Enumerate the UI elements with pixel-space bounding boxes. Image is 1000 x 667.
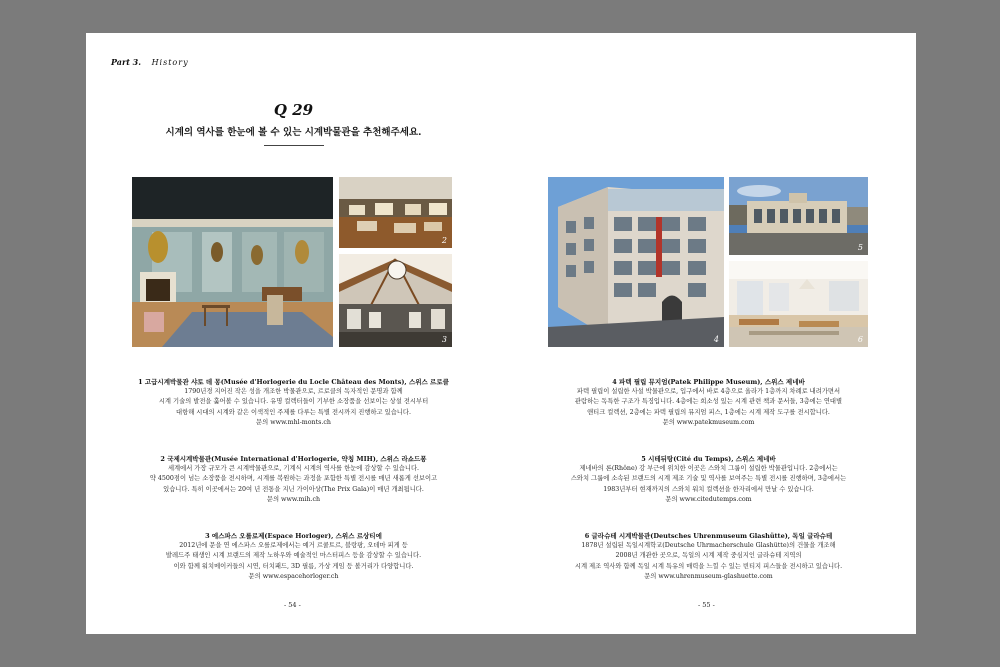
photo-mih-exhibition [339,177,452,248]
entry-line: 1878년 설립된 독일시계학교(Deutsche Uhrmacherschule Glashütte)의 건물을 개조해 [581,542,836,550]
photo-espace-horloger [339,254,452,347]
entry-2-mih [86,454,501,505]
entry-line: 시계 제조 역사와 함께 독일 시계 특유의 매력을 느낄 수 있는 빈티지 피스들을 전시하고 있습니다. [574,562,843,570]
question-number: Q 29 [273,101,314,119]
photo-chateau-des-monts-salon [132,177,333,347]
entry-link: 문의 www.espacehorloger.ch [248,572,339,580]
magazine-spread [86,33,916,634]
entry-line: 대항해 시대의 시계와 같은 이색적인 주제를 다루는 특별 전시까지 진행하고 있습니다. [176,408,411,416]
entry-line: 2012년에 문을 연 에스파스 오를로제에서는 예거 르쿨트르, 블랑팡, 오데마 피게 등 [179,542,408,550]
entry-line: 세계에서 가장 규모가 큰 시계박물관으로, 기계식 시계의 역사를 한눈에 감상할 수 있습니다. [167,465,420,473]
entry-line: 발레드주 태생인 시계 브랜드의 제작 노하우와 예술적인 마스터피스 등을 감상할 수 있습니다. [165,552,422,560]
entry-5-cite-du-temps [501,454,916,505]
question-block [86,101,501,146]
entry-line: 있습니다. 특히 이곳에서는 20여 년 전통을 지닌 가이아상(The Prix Gaïa)이 매년 개최됩니다. [163,485,424,493]
page-number-right: - 55 - [698,601,715,609]
photo-number-6: 6 [857,335,863,344]
entry-title: 2 국제시계박물관(Musée International d'Horlogerie, 약칭 MIH), 스위스 라쇼드퐁 [160,455,427,463]
page-number-left: - 54 - [284,601,301,609]
entry-title: 6 글라슈테 시계박물관(Deutsches Uhrenmuseum Glashütte), 독일 글라슈테 [584,532,833,540]
entry-line: 1790년경 지어진 작은 성을 개조한 박물관으로, 르로클의 독자적인 문명과 함께 [184,388,403,396]
entry-1-chateau-des-monts [86,377,501,428]
entry-link: 문의 www.mhl-monts.ch [256,418,331,426]
entry-line: 스와치 그룹에 소속된 브랜드의 시계 제조 기술 및 역사를 보여주는 특별 전시를 진행하며, 3층에서는 [570,475,847,483]
photo-glashuette-museum [729,261,868,347]
entry-4-patek-philippe [501,377,916,428]
entry-line: 파텍 필립이 설립한 사설 박물관으로, 입구에서 바로 4층으로 올라가 1층까지 차례로 내려가면서 [576,388,841,396]
entry-link: 문의 www.patekmuseum.com [662,418,755,426]
photo-patek-philippe-museum [548,177,724,347]
entry-3-espace-horloger [86,531,501,582]
entry-link: 문의 www.uhrenmuseum-glashuette.com [644,572,773,580]
entry-line: 1983년부터 현재까지의 스와치 워치 컬렉션을 한자리에서 만날 수 있습니다. [603,485,814,493]
entry-title: 3 에스파스 오를로제(Espace Horloger), 스위스 르상티에 [205,532,382,540]
entry-line: 이와 함께 워치메이커들의 시연, 터치패드, 3D 필름, 가상 게임 등 볼거리가 다양합니다. [173,562,414,570]
photo-number-4: 4 [713,335,719,344]
entry-line: 관람하는 독특한 구조가 특징입니다. 4층에는 희소성 있는 시계 관련 책과 문서들, 3층에는 연대별 [574,398,843,406]
entry-line: 제네바의 론(Rhône) 강 부근에 위치한 이곳은 스와치 그룹이 설립한 박물관입니다. 2층에서는 [579,465,838,473]
question-title: 시계의 역사를 한눈에 볼 수 있는 시계박물관을 추천해주세요. [165,127,422,138]
entry-line: 앤티크 컬렉션, 2층에는 파텍 필립의 뮤지엄 피스, 1층에는 시계 제작 도구를 전시합니다. [587,408,830,416]
section-label: History [151,58,189,67]
entry-line: 2008년 개관한 곳으로, 독일의 시계 제작 중심지인 글라슈테 지역의 [615,552,802,560]
entry-link: 문의 www.citedutemps.com [665,495,752,503]
section-header [111,57,189,67]
entry-title: 5 시테뒤탕(Cité du Temps), 스위스 제네바 [641,455,776,463]
entry-line: 약 4500점이 넘는 소장품을 전시하며, 시계를 복원하는 과정을 포함한 특별 전시를 매년 새롭게 선보이고 [149,475,438,483]
part-label: Part 3. [111,57,142,67]
entry-link: 문의 www.mih.ch [266,495,321,503]
photo-number-5: 5 [857,243,863,252]
entry-6-glashuette [501,531,916,582]
entry-title: 4 파텍 필립 뮤지엄(Patek Philippe Museum), 스위스 제네바 [612,378,805,386]
title-divider [264,145,324,146]
photo-cite-du-temps [729,177,868,255]
photo-number-3: 3 [441,335,447,344]
entry-title: 1 고급시계박물관 샤토 데 몽(Musée d'Horlogerie du Locle Château des Monts), 스위스 르로클 [138,378,449,386]
photo-number-2: 2 [441,236,447,245]
entry-line: 시계 기술의 발전을 훑어볼 수 있습니다. 유명 컬렉터들이 기부한 소장품을 선보이는 상설 전시부터 [158,398,429,406]
